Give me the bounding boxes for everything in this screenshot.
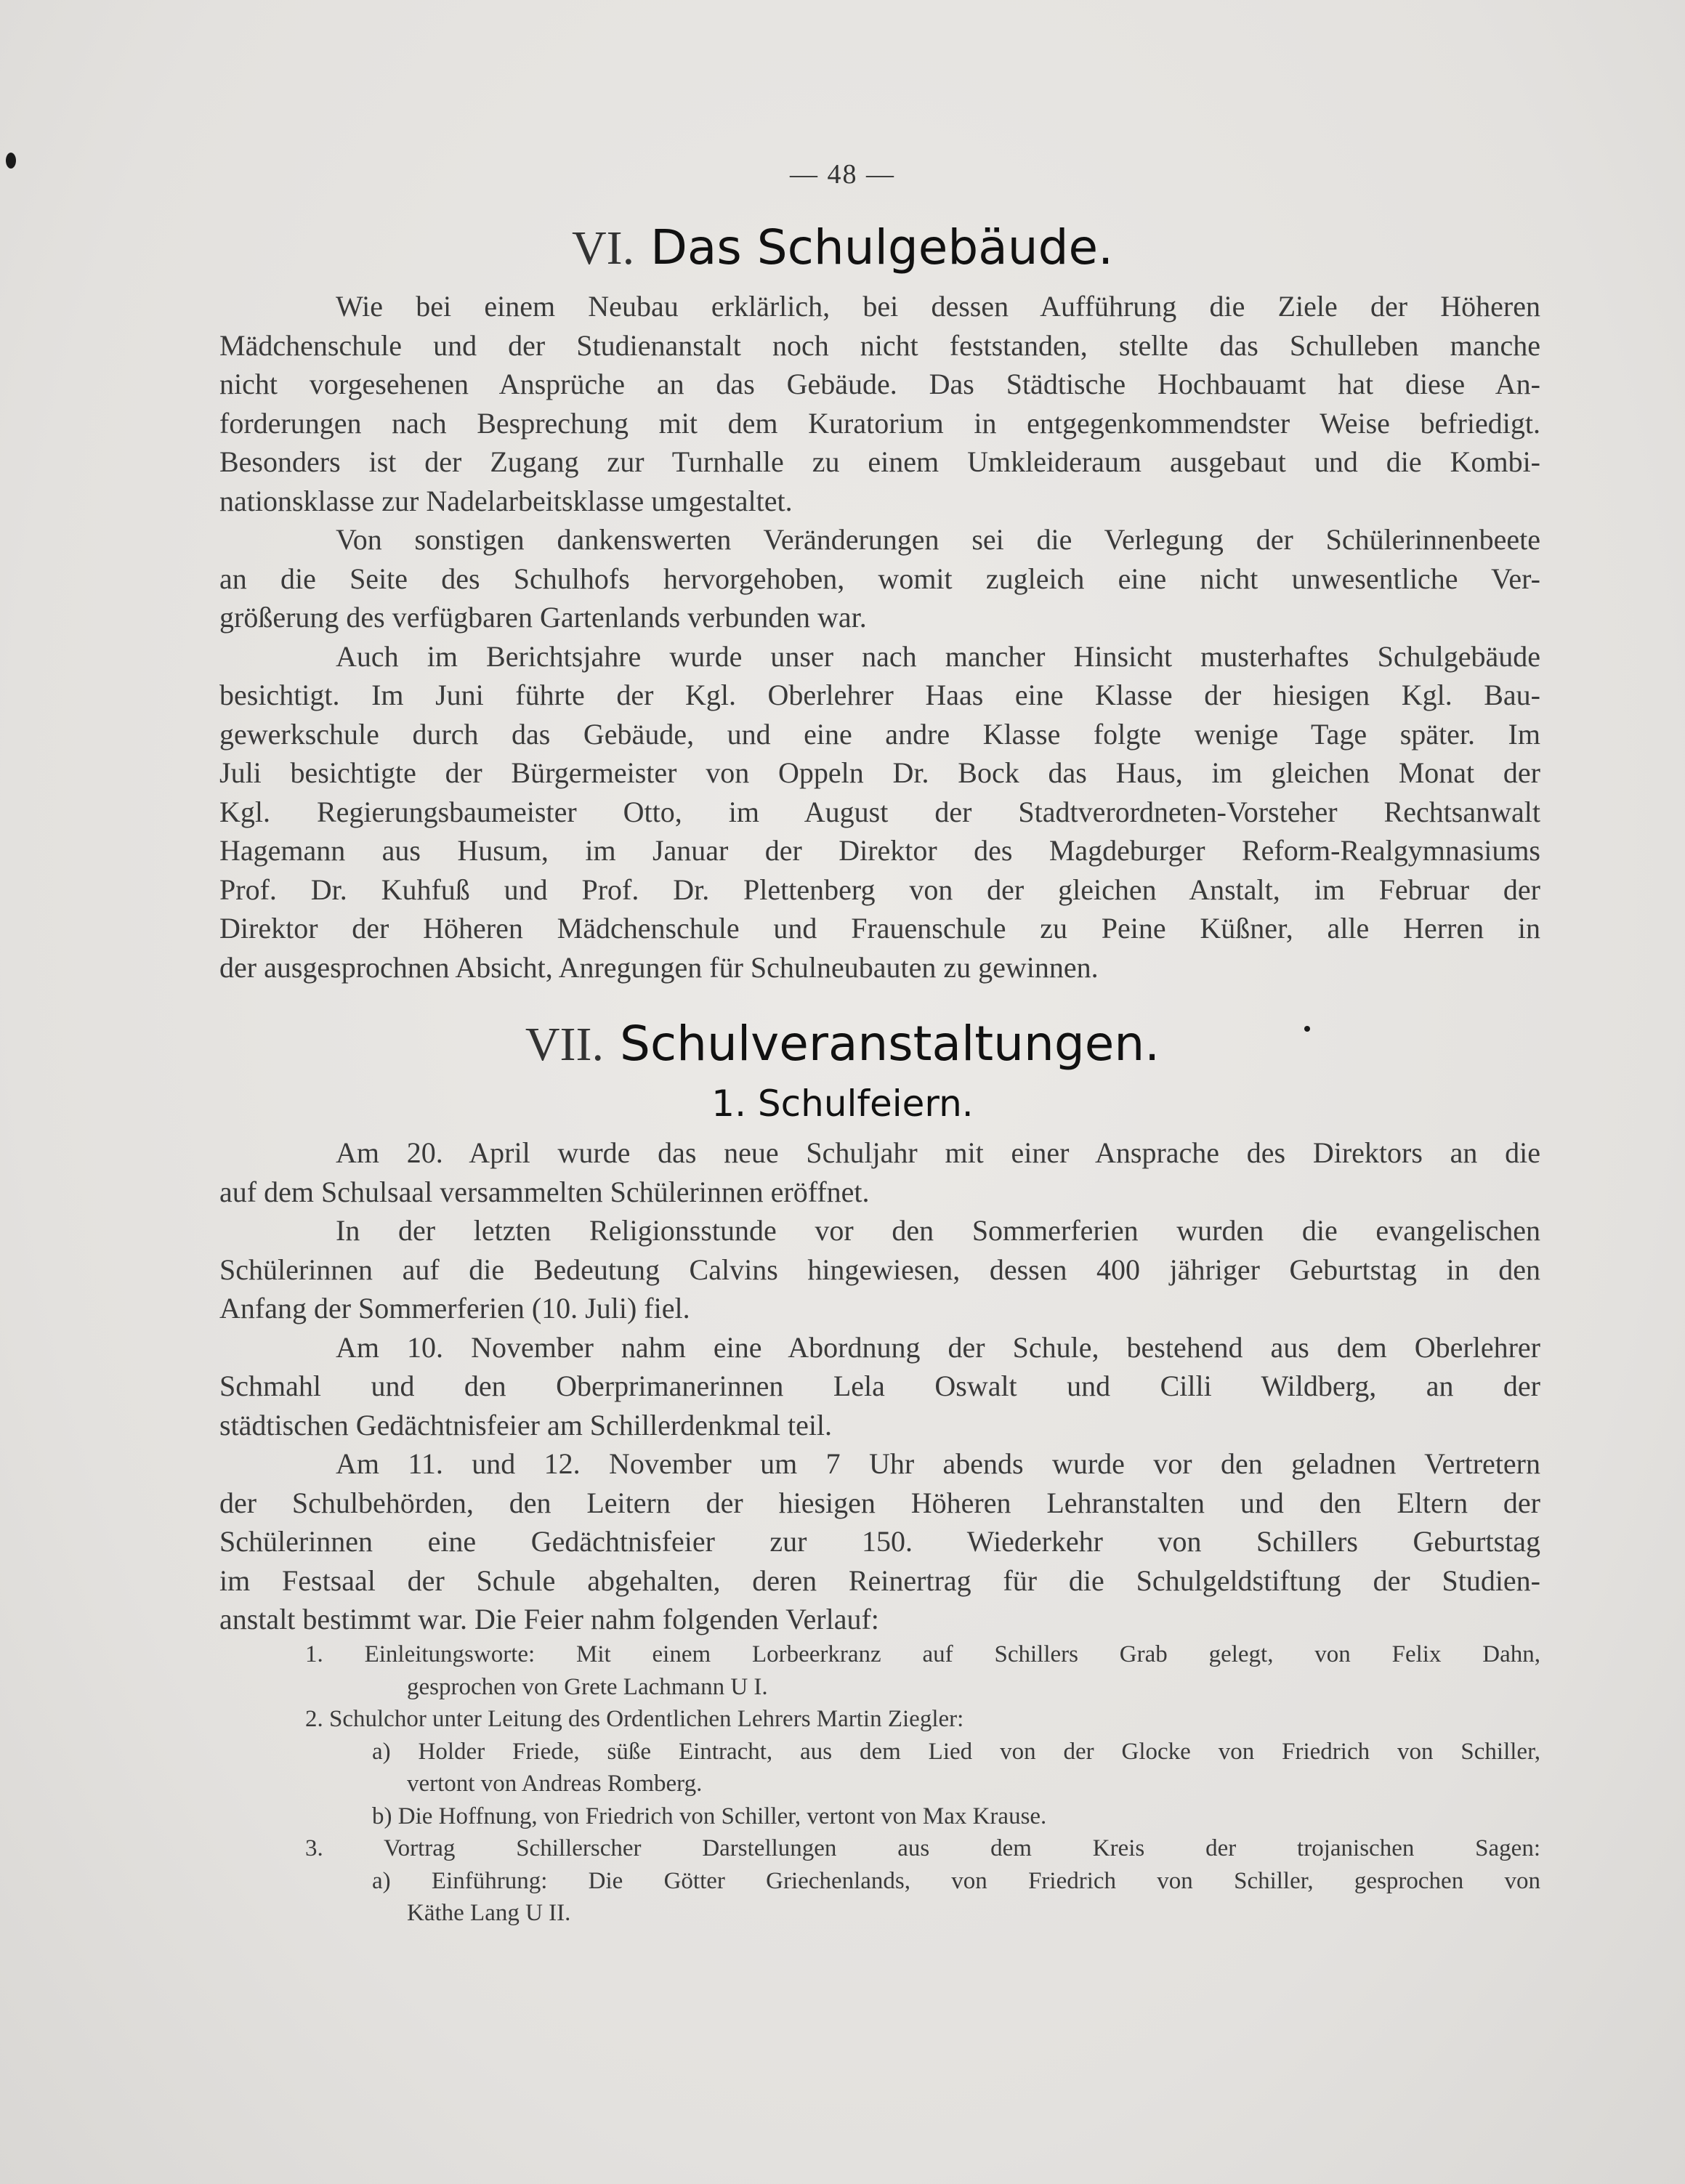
text-line: gewerkschule durch das Gebäude, und eine andre Klasse folgte wenige Tage später. Im <box>219 717 1540 751</box>
list-item: vertont von Andreas Romberg. <box>407 1771 703 1797</box>
list-item: 1. Einleitungsworte: Mit einem Lorbeerkranz auf Schillers Grab gelegt, von Felix Dahn, <box>305 1641 1540 1667</box>
section-number: VI. <box>571 222 635 275</box>
text-line: Kgl. Regierungsbaumeister Otto, im August der Stadtverordneten-Vorsteher Rechtsanwalt <box>219 795 1540 828</box>
text-line: anstalt bestimmt war. Die Feier nahm folgenden Verlauf: <box>219 1603 879 1635</box>
text-line: Am 10. November nahm eine Abordnung der Schule, bestehend aus dem Oberlehrer <box>336 1330 1540 1364</box>
text-line: Anfang der Sommerferien (10. Juli) fiel. <box>219 1292 690 1324</box>
text-line: Auch im Berichtsjahre wurde unser nach mancher Hinsicht musterhaftes Schulgebäude <box>336 639 1540 673</box>
text-line: städtischen Gedächtnisfeier am Schillerdenkmal teil. <box>219 1408 833 1441</box>
text-line: forderungen nach Besprechung mit dem Kuratorium in entgegenkommendster Weise befriedigt. <box>219 406 1540 440</box>
text-line: Von sonstigen dankenswerten Veränderungen sei die Verlegung der Schülerinnenbeete <box>336 523 1540 556</box>
section-text-schulgebaeude <box>219 287 1540 987</box>
list-item: a) Holder Friede, süße Eintracht, aus dem Lied von der Glocke von Friedrich von Schiller, <box>372 1738 1540 1765</box>
text-line: Am 20. April wurde das neue Schuljahr mit einer Ansprache des Direktors an die <box>336 1136 1540 1169</box>
page-number: — 48 — <box>790 159 895 190</box>
text-line: Hagemann aus Husum, im Januar der Direktor des Magdeburger Reform-Realgymnasiums <box>219 834 1540 867</box>
text-line: der Schulbehörden, den Leitern der hiesigen Höheren Lehranstalten und den Eltern der <box>219 1486 1540 1519</box>
list-item: b) Die Hoffnung, von Friedrich von Schiller, vertont von Max Krause. <box>372 1803 1047 1829</box>
section-heading-schulveranstaltungen <box>0 1016 1685 1072</box>
section-heading-schulgebaeude <box>0 219 1685 276</box>
text-line: nationsklasse zur Nadelarbeitsklasse umgestaltet. <box>219 484 793 517</box>
text-line: auf dem Schulsaal versammelten Schülerinnen eröffnet. <box>219 1175 870 1208</box>
subsection-title: 1. Schulfeiern. <box>711 1083 974 1125</box>
text-line: Juli besichtigte der Bürgermeister von Oppeln Dr. Bock das Haus, im gleichen Monat der <box>219 756 1540 789</box>
text-line: Schülerinnen eine Gedächtnisfeier zur 150. Wiederkehr von Schillers Geburtstag <box>219 1525 1540 1558</box>
section-title: Das Schulgebäude. <box>650 219 1114 275</box>
text-line: Direktor der Höheren Mädchenschule und Frauenschule zu Peine Küßner, alle Herren in <box>219 912 1540 945</box>
text-line: Schmahl und den Oberprimanerinnen Lela Oswalt und Cilli Wildberg, an der <box>219 1370 1540 1402</box>
text-line: Am 11. und 12. November um 7 Uhr abends wurde vor den geladnen Vertretern <box>336 1447 1540 1480</box>
section-title: Schulveranstaltungen. <box>619 1016 1160 1072</box>
text-line: der ausgesprochnen Absicht, Anregungen für Schulneubauten zu gewinnen. <box>219 950 1099 984</box>
section-text-schulfeiern <box>219 1133 1540 1639</box>
text-line: Schülerinnen auf die Bedeutung Calvins hingewiesen, dessen 400 jähriger Geburtstag in den <box>219 1253 1540 1286</box>
text-line: im Festsaal der Schule abgehalten, deren Reinertrag für die Schulgeldstiftung der Studien- <box>219 1564 1540 1597</box>
section-number: VII. <box>525 1018 604 1071</box>
text-line: Prof. Dr. Kuhfuß und Prof. Dr. Plettenberg von der gleichen Anstalt, im Februar der <box>219 873 1540 906</box>
list-item: Käthe Lang U II. <box>407 1900 571 1926</box>
text-line: an die Seite des Schulhofs hervorgehoben, womit zugleich eine nicht unwesentliche Ver- <box>219 562 1540 595</box>
program-list <box>219 1638 1540 1930</box>
text-line: größerung des verfügbaren Gartenlands verbunden war. <box>219 601 867 634</box>
text-line: Wie bei einem Neubau erklärlich, bei dessen Aufführung die Ziele der Höheren <box>336 290 1540 323</box>
list-item: a) Einführung: Die Götter Griechenlands, von Friedrich von Schiller, gesprochen von <box>372 1867 1540 1894</box>
list-item: 3. Vortrag Schillerscher Darstellungen aus dem Kreis der trojanischen Sagen: <box>305 1835 1540 1861</box>
list-item: 2. Schulchor unter Leitung des Ordentlichen Lehrers Martin Ziegler: <box>305 1706 964 1732</box>
text-line: Besonders ist der Zugang zur Turnhalle zu einem Umkleideraum ausgebaut und die Kombi- <box>219 445 1540 478</box>
text-line: In der letzten Religionsstunde vor den Sommerferien wurden die evangelischen <box>336 1214 1540 1247</box>
list-item: gesprochen von Grete Lachmann U I. <box>407 1673 768 1700</box>
text-line: nicht vorgesehenen Ansprüche an das Gebäude. Das Städtische Hochbauamt hat diese An- <box>219 368 1540 400</box>
text-line: besichtigt. Im Juni führte der Kgl. Oberlehrer Haas eine Klasse der hiesigen Kgl. Bau- <box>219 679 1540 711</box>
text-line: Mädchenschule und der Studienanstalt noch nicht feststanden, stellte das Schulleben manche <box>219 328 1540 362</box>
